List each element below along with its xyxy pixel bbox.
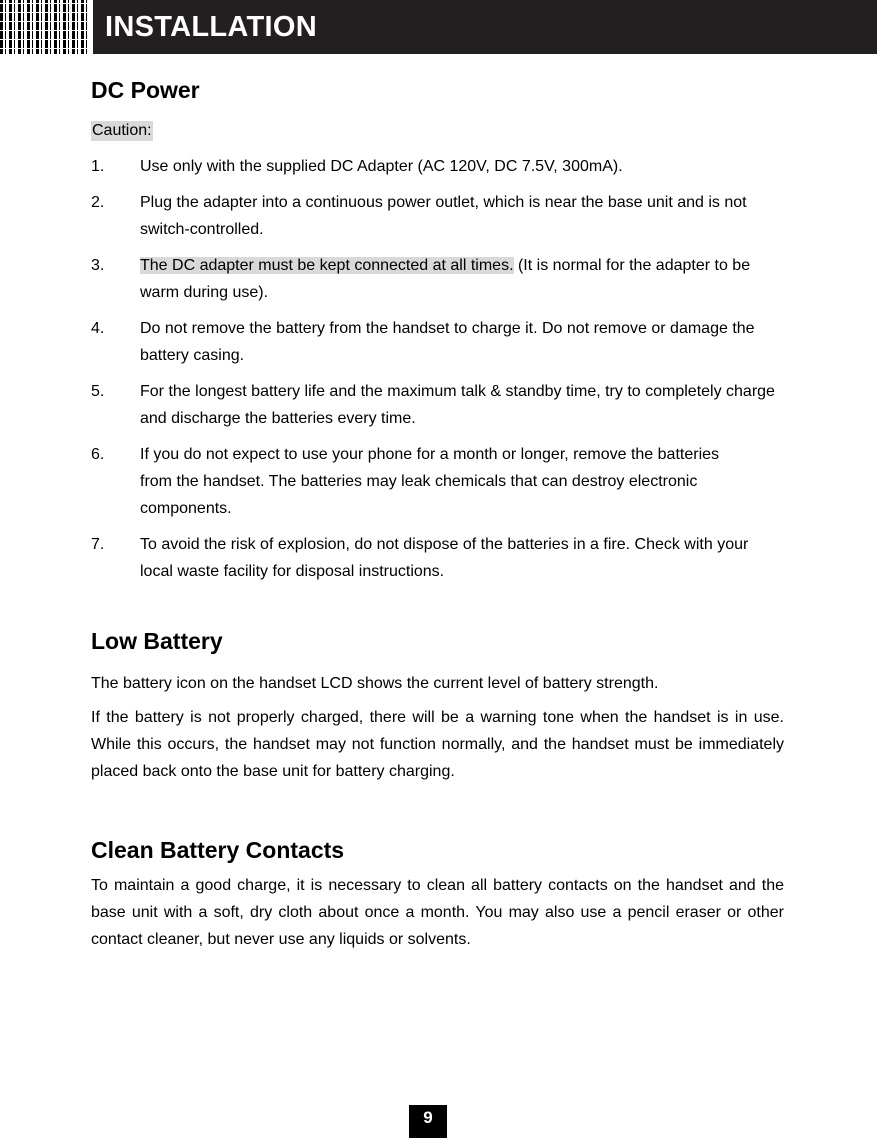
section-title: INSTALLATION — [105, 11, 317, 43]
list-item: 2. Plug the adapter into a continuous power outlet, which is near the base unit and is not switch-controlled. — [91, 194, 747, 238]
paragraph: The battery icon on the handset LCD shows the current level of battery strength. — [91, 675, 659, 692]
caution-label: Caution: — [92, 122, 152, 139]
heading-dc-power: DC Power — [91, 77, 200, 103]
list-item: 5. For the longest battery life and the maximum talk & standby time, try to completely charge and discharge the batteries every time. — [91, 383, 775, 427]
highlighted-text: The DC adapter must be kept connected at all times. — [140, 257, 514, 274]
list-item: 1. Use only with the supplied DC Adapter (AC 120V, DC 7.5V, 300mA). — [91, 158, 623, 175]
logo-pattern — [0, 0, 88, 54]
section-header — [93, 0, 877, 54]
paragraph: To maintain a good charge, it is necessary to clean all battery contacts on the handset and the base unit with a soft, dry cloth about once a month. You may also use a pencil eraser or other contact cleaner, but never use any liquids or solvents. — [91, 877, 784, 948]
paragraph: If the battery is not properly charged, there will be a warning tone when the handset is in use. While this occurs, the handset may not function normally, and the handset must be immediately placed back onto the base unit for battery charging. — [91, 709, 784, 780]
heading-clean-contacts: Clean Battery Contacts — [91, 837, 345, 863]
page-number: 9 — [409, 1105, 447, 1138]
list-item: 4. Do not remove the battery from the handset to charge it. Do not remove or damage the battery casing. — [91, 320, 755, 364]
list-item: 7. To avoid the risk of explosion, do not dispose of the batteries in a fire. Check with your local waste facility for disposal instructions. — [91, 536, 749, 580]
heading-low-battery: Low Battery — [91, 628, 223, 654]
list-item: 6. If you do not expect to use your phone for a month or longer, remove the batteries from the handset. The batteries may leak chemicals that can destroy electronic components. — [91, 446, 720, 517]
list-item: 3. The DC adapter must be kept connected at all times. (It is normal for the adapter to be warm during use). — [91, 257, 751, 301]
caution-list — [91, 153, 784, 594]
